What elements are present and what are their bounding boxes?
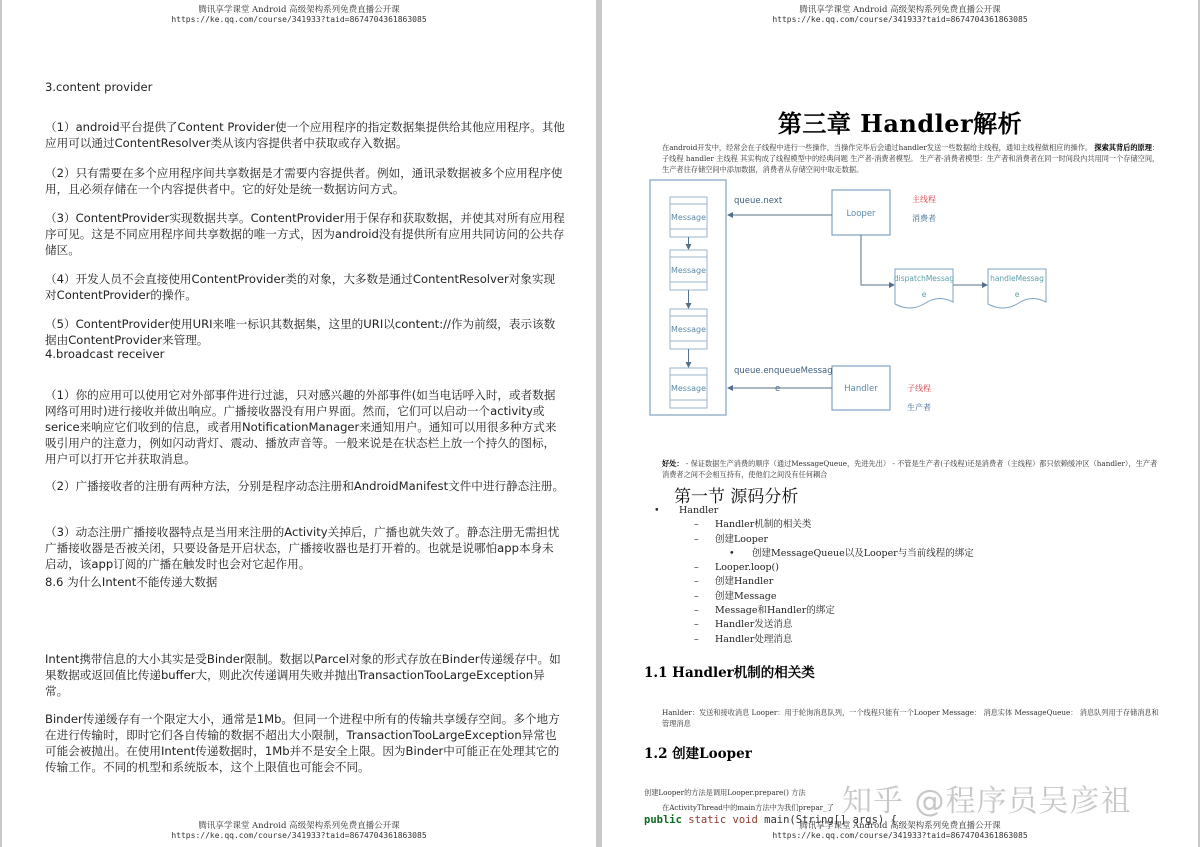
header-url: https://ke.qq.com/course/341933?taid=8674704361863085 [772, 15, 1028, 24]
section-heading-8-6: 8.6 为什么Intent不能传递大数据 [45, 575, 218, 589]
footer-url: https://ke.qq.com/course/341933?taid=8674704361863085 [772, 831, 1028, 840]
svg-text:Message: Message [670, 213, 707, 222]
paragraph: （3）ContentProvider实现数据共享。ContentProvider用于保存和获取数据，并使其对所有应用程序可见。这是不同应用程序间共享数据的唯一方式，因为android没有提供所有应用共同访问的公共存储区。 [45, 210, 565, 257]
svg-text:handleMessag: handleMessag [990, 274, 1044, 283]
header-course-line: 腾讯享学课堂 Android 高级架构系列免费直播公开课 [198, 5, 400, 15]
svg-text:e: e [1014, 290, 1020, 299]
svg-text:queue.next: queue.next [734, 196, 783, 206]
svg-text:Message: Message [670, 325, 707, 334]
paragraph: （3）动态注册广播接收器特点是当用来注册的Activity关掉后，广播也就失效了。静态注册无需担忧广播接收器是否被关闭，只要设备是开启状态，广播接收器也是打开着的。也就是说哪怕app本身未启动，该app订阅的广播在触发时也会对它起作用。 [45, 524, 560, 571]
handler-diagram [642, 178, 1062, 418]
page-header [2, 5, 596, 25]
header-course-line: 腾讯享学课堂 Android 高级架构系列免费直播公开课 [799, 5, 1001, 15]
svg-text:Message: Message [670, 384, 707, 393]
header-url: https://ke.qq.com/course/341933?taid=8674704361863085 [171, 15, 427, 24]
footer-course-line: 腾讯享学课堂 Android 高级架构系列免费直播公开课 [799, 821, 1001, 831]
document-page-right: 腾讯享学课堂 Android 高级架构系列免费直播公开课 https://ke.qq.com/course/341933?taid=8674704361863085 第三章 Handler解析 在android开发中，经常会在子线程中进行一些操作，当操作完毕后会通过handler发送一些数据给主线程，通知主线程做相应的操作。 探索其背后的原理：子线程 handler 主线程 其实构成了线程模型中的经典问题 生产者-消费者模型。 生产者-消费者模型：生产者和消费者在同一时间段内共用同一个存储空间，生产者往存储空间中添加数据，消费者从存储空间中取走数据。 Message Message Message Message Looper queue.next 主线程 消费者 dispatchMessag e handleMessag e Handler queue.enqueueMessag e 子线程 生产者 好处： - 保证数据生产消费的顺序（通过MessageQueue，先进先出） - 不管是生产者(子线程)还是消费者（主线程）都只依赖缓冲区（handler），生产者消费者之间不会相互持有，使他们之间没有任何耦合 第一节 源码分析 • Handler – Handler机制的相关类 – 创建Looper • 创建MessageQueue以及Looper与当前线程的绑定 – Looper.loop() – 创建Handler – 创建Message – Message和Handler的绑定 – Handler发送消息 – Handler处理消息 1.1 Handler机制的相关类 Hanlder：发送和接收消息 Looper：用于轮询消息队列，一个线程只能有一个Looper Message： 消息实体 MessageQueue： 消息队列用于存储消息和管理消息 1.2 创建Looper 创建Looper的方法是调用Looper.prepare() 方法 在ActivityThread中的main方法中为我们prepar_了 public static void main(String[] args) { 腾讯享学课堂 Android 高级架构系列免费直播公开课 https://ke.qq.com/course/341933?taid=8674704361863085 知乎 @程序员吴彦祖 [602, 0, 1198, 847]
code-line: public static void main(String[] args) { [644, 814, 897, 826]
section-title-source-analysis: 第一节 源码分析 [674, 487, 799, 507]
watermark: 知乎 @程序员吴彦祖 [842, 784, 1132, 819]
benefit-paragraph [662, 458, 1162, 480]
document-page-left [2, 0, 596, 847]
svg-text:queue.enqueueMessag: queue.enqueueMessag [734, 366, 833, 376]
svg-text:Message: Message [670, 266, 707, 275]
intro-rest: ：子线程 handler 主线程 其实构成了线程模型中的经典问题 生产者-消费者模型。 生产者-消费者模型：生产者和消费者在同一时间段内共用同一个存储空间，生产者往存储空间中添加数据，消费者从存储空间中取走数据。 [662, 143, 1160, 174]
heading-1-1: 1.1 Handler机制的相关类 [644, 665, 815, 681]
paragraph: Intent携带信息的大小其实是受Binder限制。数据以Parcel对象的形式存放在Binder传递缓存中。如果数据或返回值比传递buffer大，则此次传递调用失败并抛出TransactionTooLargeException异常。 [45, 651, 561, 698]
svg-text:消费者: 消费者 [912, 214, 936, 223]
footer-url: https://ke.qq.com/course/341933?taid=8674704361863085 [171, 831, 427, 840]
page-footer [602, 821, 1198, 841]
svg-text:dispatchMessag: dispatchMessag [893, 274, 955, 283]
footer-course-line: 腾讯享学课堂 Android 高级架构系列免费直播公开课 [198, 821, 400, 831]
intro-text: 在android开发中，经常会在子线程中进行一些操作，当操作完毕后会通过handler发送一些数据给主线程，通知主线程做相应的操作。 [662, 143, 1093, 152]
svg-text:子线程: 子线程 [907, 384, 931, 393]
intro-paragraph [662, 142, 1162, 175]
svg-text:Handler: Handler [844, 384, 878, 394]
paragraph: 在ActivityThread中的main方法中为我们prepar_了 [662, 803, 834, 812]
paragraph: 创建Looper的方法是调用Looper.prepare() 方法 [644, 788, 806, 797]
page-footer [2, 821, 596, 841]
svg-text:e: e [775, 384, 781, 394]
paragraph: （1）android平台提供了Content Provider使一个应用程序的指定数据集提供给其他应用程序。其他应用可以通过ContentResolver类从该内容提供者中获取或存入数据。 [45, 119, 565, 150]
intro-bold: 探索其背后的原理 [1094, 143, 1152, 152]
svg-text:Looper: Looper [846, 209, 876, 219]
heading-1-2: 1.2 创建Looper [644, 746, 752, 762]
chapter-title: 第三章 Handler解析 [777, 109, 1023, 138]
benefit-text: - 保证数据生产消费的顺序（通过MessageQueue，先进先出） - 不管是生产者(子线程)还是消费者（主线程）都只依赖缓冲区（handler），生产者消费者之间不会相互持有，使他们之间没有任何耦合 [662, 459, 1158, 479]
paragraph: （1）你的应用可以使用它对外部事件进行过滤，只对感兴趣的外部事件(如当电话呼入时，或者数据网络可用时)进行接收并做出响应。广播接收器没有用户界面。然而，它们可以启动一个activity或serice来响应它们收到的信息，或者用NotificationManager来通知用户。通知可以用很多种方式来吸引用户的注意力，例如闪动背灯、震动、播放声音等。一般来说是在状态栏上放一个持久的图标，用户可以打开它并获取消息。 [45, 387, 557, 466]
svg-text:生产者: 生产者 [907, 403, 931, 412]
section-heading-broadcast-receiver: 4.broadcast receiver [45, 347, 165, 361]
section-heading-content-provider: 3.content provider [45, 80, 153, 94]
paragraph: Hanlder：发送和接收消息 Looper：用于轮询消息队列，一个线程只能有一个Looper Message： 消息实体 MessageQueue： 消息队列用于存储消息和管理消息 [662, 708, 1159, 728]
paragraph: （2）只有需要在多个应用程序间共享数据是才需要内容提供者。例如，通讯录数据被多个应用程序使用，且必须存储在一个内容提供者中。它的好处是统一数据访问方式。 [45, 165, 563, 196]
benefit-label: 好处： [662, 459, 684, 468]
svg-text:主线程: 主线程 [912, 195, 936, 204]
svg-text:e: e [921, 290, 927, 299]
paragraph: （2）广播接收者的注册有两种方法，分别是程序动态注册和AndroidManifest文件中进行静态注册。 [45, 478, 565, 493]
paragraph: （4）开发人员不会直接使用ContentProvider类的对象，大多数是通过ContentResolver对象实现对ContentProvider的操作。 [45, 271, 556, 302]
paragraph: （5）ContentProvider使用URI来唯一标识其数据集，这里的URI以content://作为前缀，表示该数据由ContentProvider来管理。 [45, 316, 556, 347]
paragraph: Binder传递缓存有一个限定大小，通常是1Mb。但同一个进程中所有的传输共享缓存空间。多个地方在进行传输时，即时它们各自传输的数据不超出大小限制，TransactionTooLargeException异常也可能会被抛出。在使用Intent传递数据时，1Mb并不是安全上限。因为Binder中可能正在处理其它的传输工作。不同的机型和系统版本，这个上限值也可能会不同。 [45, 711, 560, 774]
page-header [602, 5, 1198, 25]
